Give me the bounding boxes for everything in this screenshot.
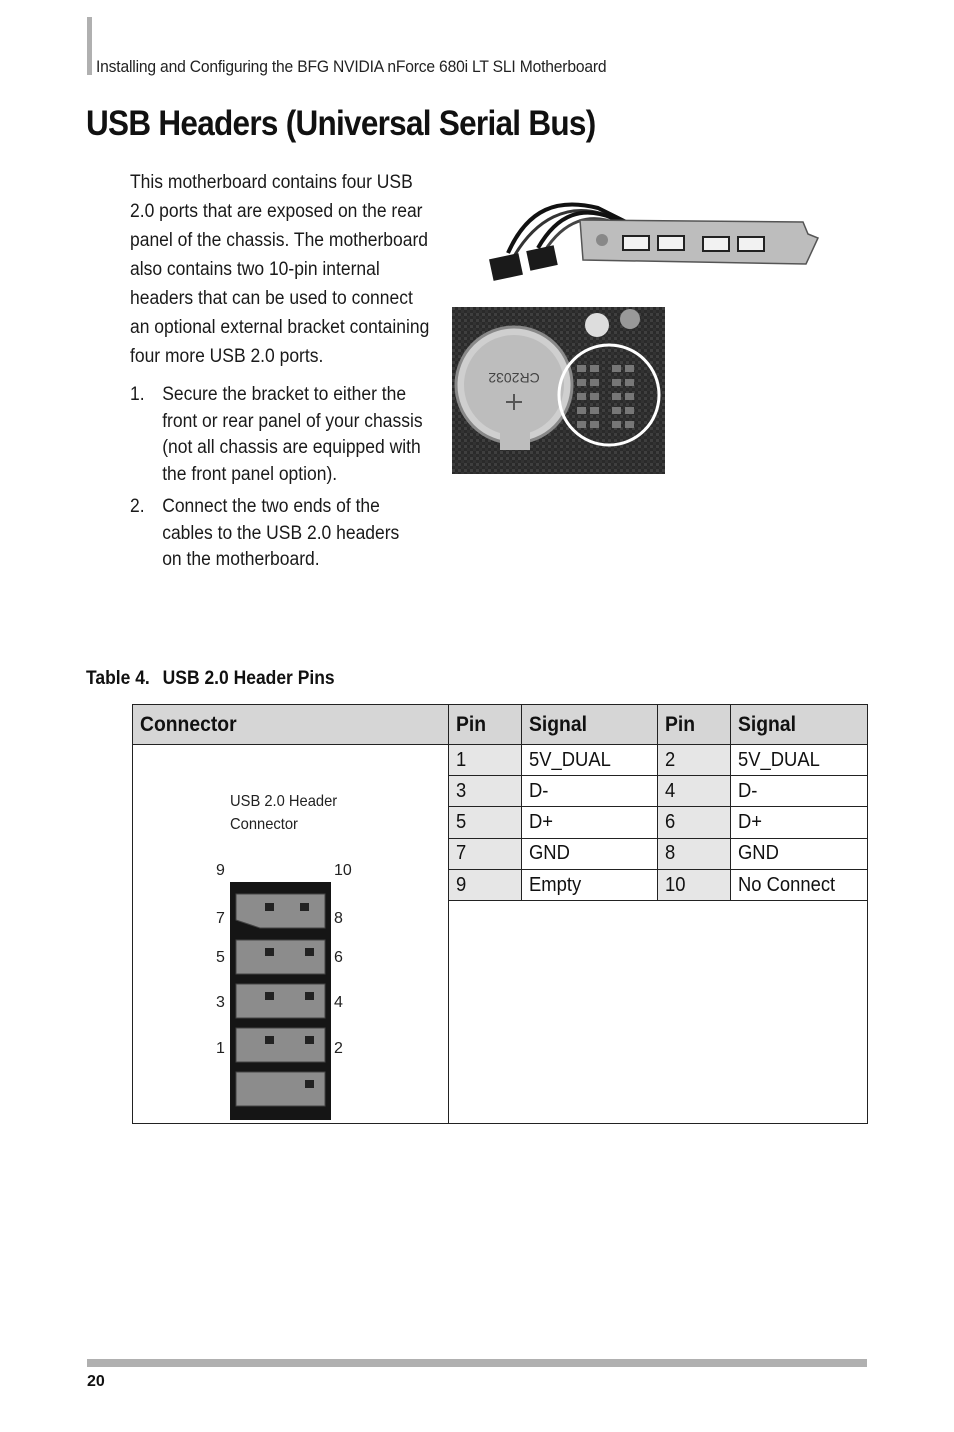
intro-line: panel of the chassis. The motherboard <box>130 230 428 251</box>
page-number: 20 <box>87 1373 105 1390</box>
intro-line: an optional external bracket containing <box>130 317 430 338</box>
column-header-connector: Connector <box>133 705 449 745</box>
step-line: Connect the two ends of the <box>162 496 380 517</box>
connector-cell <box>133 745 449 1124</box>
table-caption-title: USB 2.0 Header Pins <box>162 668 335 689</box>
pin-number-cell: 6 <box>658 807 731 838</box>
table-row <box>133 745 868 776</box>
connector-diagram <box>133 745 448 1123</box>
header-rule <box>87 17 92 75</box>
signal-cell: D+ <box>522 807 658 838</box>
page-title: USB Headers (Universal Serial Bus) <box>86 104 596 143</box>
signal-cell: GND <box>731 838 868 869</box>
pin-label: 6 <box>334 949 343 966</box>
pin-number-cell: 9 <box>449 869 522 900</box>
table-caption <box>86 668 335 690</box>
step-line: on the motherboard. <box>162 549 320 570</box>
signal-cell: Empty <box>522 869 658 900</box>
running-head: Installing and Configuring the BFG NVIDIA nForce 680i LT SLI Motherboard <box>96 57 607 76</box>
signal-cell: No Connect <box>731 869 868 900</box>
column-header-pin: Pin <box>449 705 522 745</box>
pin-label: 7 <box>216 910 225 927</box>
signal-cell: 5V_DUAL <box>731 745 868 776</box>
pin-label: 8 <box>334 910 343 927</box>
table-caption-label: Table 4. <box>86 668 150 689</box>
steps-list <box>130 382 434 580</box>
usb-header-pins-table <box>132 704 868 1124</box>
motherboard-header-image <box>452 307 665 474</box>
signal-cell: D- <box>522 776 658 807</box>
intro-paragraph <box>130 168 434 371</box>
pin-label: 3 <box>216 994 225 1011</box>
pin-label: 5 <box>216 949 225 966</box>
intro-line: also contains two 10-pin internal <box>130 259 380 280</box>
intro-line: 2.0 ports that are exposed on the rear <box>130 201 423 222</box>
signal-cell: D- <box>731 776 868 807</box>
pin-number-cell: 7 <box>449 838 522 869</box>
pin-number-cell: 10 <box>658 869 731 900</box>
step-line: Secure the bracket to either the <box>162 384 407 405</box>
column-header-pin: Pin <box>658 705 731 745</box>
pin-label: 10 <box>334 862 352 879</box>
step-line: the front panel option). <box>162 463 338 485</box>
pin-number-cell: 4 <box>658 776 731 807</box>
intro-line: four more USB 2.0 ports. <box>130 346 324 367</box>
table-header-row <box>133 705 868 745</box>
step-number: 1. <box>130 384 145 405</box>
step-item <box>130 494 434 574</box>
pin-label: 1 <box>216 1040 225 1057</box>
intro-line: headers that can be used to connect <box>130 288 413 309</box>
svg-text:CR2032: CR2032 <box>488 370 540 386</box>
pin-number-cell: 1 <box>449 745 522 776</box>
column-header-signal: Signal <box>522 705 658 745</box>
step-line: cables to the USB 2.0 headers <box>162 522 400 544</box>
step-number: 2. <box>130 496 145 517</box>
intro-line: This motherboard contains four USB <box>130 172 413 193</box>
pin-label: 2 <box>334 1040 343 1057</box>
step-line: (not all chassis are equipped with <box>162 437 421 458</box>
step-line: front or rear panel of your chassis <box>162 410 423 432</box>
connector-label: USB 2.0 Header Connector <box>230 793 338 833</box>
pin-label: 9 <box>216 862 225 879</box>
signal-cell: D+ <box>731 807 868 838</box>
pin-number-cell: 3 <box>449 776 522 807</box>
footer-rule <box>87 1359 867 1367</box>
signal-cell: 5V_DUAL <box>522 745 658 776</box>
pin-number-cell: 8 <box>658 838 731 869</box>
signal-cell: GND <box>522 838 658 869</box>
column-header-signal: Signal <box>731 705 868 745</box>
pin-label: 4 <box>334 994 343 1011</box>
pin-number-cell: 2 <box>658 745 731 776</box>
pin-number-cell: 5 <box>449 807 522 838</box>
usb-bracket-image <box>488 178 823 288</box>
step-item <box>130 382 434 488</box>
usb-header-connector-image <box>230 882 331 1120</box>
empty-cell <box>449 901 868 1124</box>
